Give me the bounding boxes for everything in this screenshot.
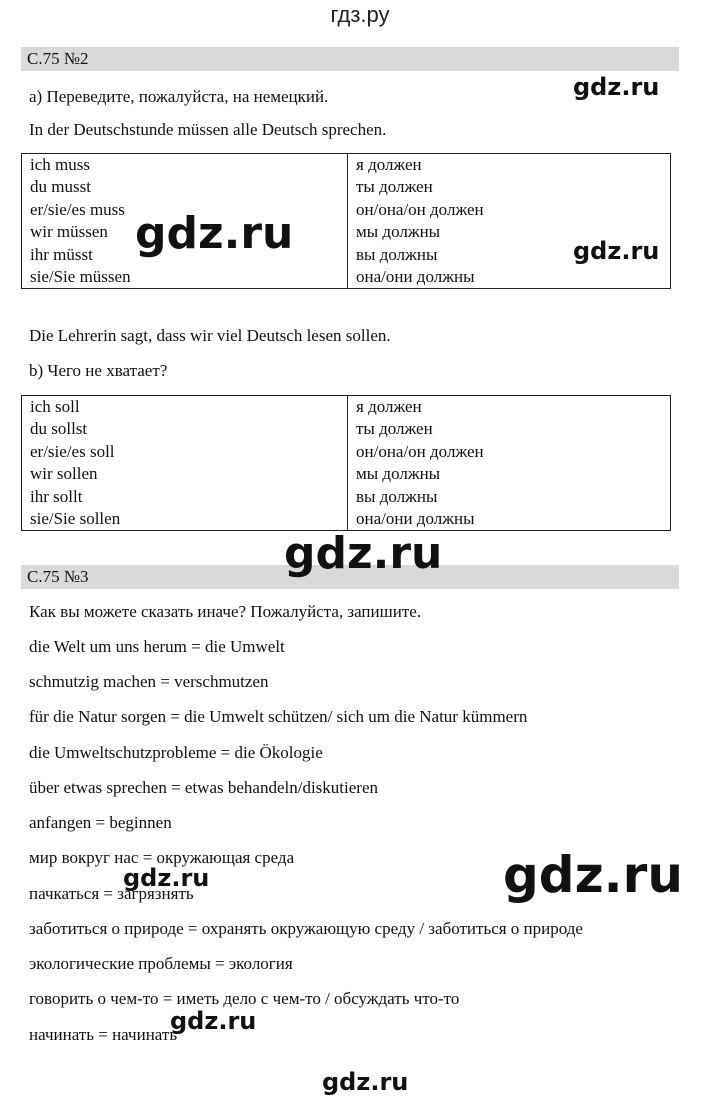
site-title: гдз.ру	[330, 2, 390, 27]
table-cell: я должен	[348, 154, 671, 177]
sentence-2: Die Lehrerin sagt, dass wir viel Deutsch lesen sollen.	[29, 326, 391, 345]
list-item: говорить о чем-то = иметь дело с чем-то / обсуждать что-то	[29, 989, 460, 1008]
task-a: а) Переведите, пожалуйста, на немецкий.	[29, 87, 329, 106]
table-row	[22, 176, 671, 198]
table-row	[22, 154, 671, 177]
task-b: b) Чего не хватает?	[29, 361, 168, 380]
section-title-2: С.75 №3	[21, 565, 679, 589]
list-item: экологические проблемы = экология	[29, 954, 293, 973]
list-item: пачкаться = загрязнять	[29, 884, 194, 903]
table-cell: я должен	[348, 396, 671, 419]
list-item: schmutzig machen = verschmutzen	[29, 672, 269, 691]
table-cell: она/они должны	[348, 266, 671, 289]
table-cell: мы должны	[348, 221, 671, 243]
table-cell: ты должен	[348, 418, 671, 440]
list-item: мир вокруг нас = окружающая среда	[29, 848, 295, 867]
table-cell: er/sie/es muss	[22, 199, 348, 221]
section-title-1: С.75 №2	[21, 47, 679, 71]
table-cell: wir müssen	[22, 221, 348, 243]
table-cell: ihr müsst	[22, 244, 348, 266]
table-row	[22, 463, 671, 485]
table-row	[22, 486, 671, 508]
list-item: заботиться о природе = охранять окружающую среду / заботиться о природе	[29, 919, 583, 938]
table-row	[22, 266, 671, 289]
watermark: gdz.ru	[322, 1068, 409, 1096]
table-row	[22, 418, 671, 440]
watermark: gdz.ru	[135, 208, 294, 259]
table-cell: du sollst	[22, 418, 348, 440]
table-cell: ich soll	[22, 396, 348, 419]
table-cell: wir sollen	[22, 463, 348, 485]
table-cell: она/они должны	[348, 508, 671, 531]
watermark: gdz.ru	[573, 237, 660, 265]
table-cell: du musst	[22, 176, 348, 198]
table-cell: мы должны	[348, 463, 671, 485]
conjugation-table-sollen	[21, 395, 671, 531]
table-cell: вы должны	[348, 244, 671, 266]
list-item: начинать = начинать	[29, 1025, 178, 1044]
conjugation-table-muessen	[21, 153, 671, 289]
watermark: gdz.ru	[503, 846, 683, 904]
list-item: die Welt um uns herum = die Umwelt	[29, 637, 285, 656]
watermark: gdz.ru	[573, 73, 660, 101]
sentence-1: In der Deutschstunde müssen alle Deutsch sprechen.	[29, 120, 387, 139]
task-rephrase: Как вы можете сказать иначе? Пожалуйста, запишите.	[29, 602, 422, 621]
table-row	[22, 199, 671, 221]
list-item: über etwas sprechen = etwas behandeln/diskutieren	[29, 778, 378, 797]
table-cell: ты должен	[348, 176, 671, 198]
table-cell: он/она/он должен	[348, 199, 671, 221]
list-item: die Umweltschutzprobleme = die Ökologie	[29, 743, 323, 762]
list-item: anfangen = beginnen	[29, 813, 172, 832]
table-cell: sie/Sie müssen	[22, 266, 348, 289]
table-cell: ihr sollt	[22, 486, 348, 508]
table-cell: er/sie/es soll	[22, 441, 348, 463]
table-row	[22, 396, 671, 419]
table-cell: вы должны	[348, 486, 671, 508]
watermark: gdz.ru	[123, 864, 210, 892]
table-cell: он/она/он должен	[348, 441, 671, 463]
table-row	[22, 441, 671, 463]
watermark: gdz.ru	[170, 1007, 257, 1035]
table-cell: ich muss	[22, 154, 348, 177]
table-cell: sie/Sie sollen	[22, 508, 348, 531]
list-item: für die Natur sorgen = die Umwelt schützen/ sich um die Natur kümmern	[29, 707, 528, 726]
watermark: gdz.ru	[284, 528, 443, 579]
